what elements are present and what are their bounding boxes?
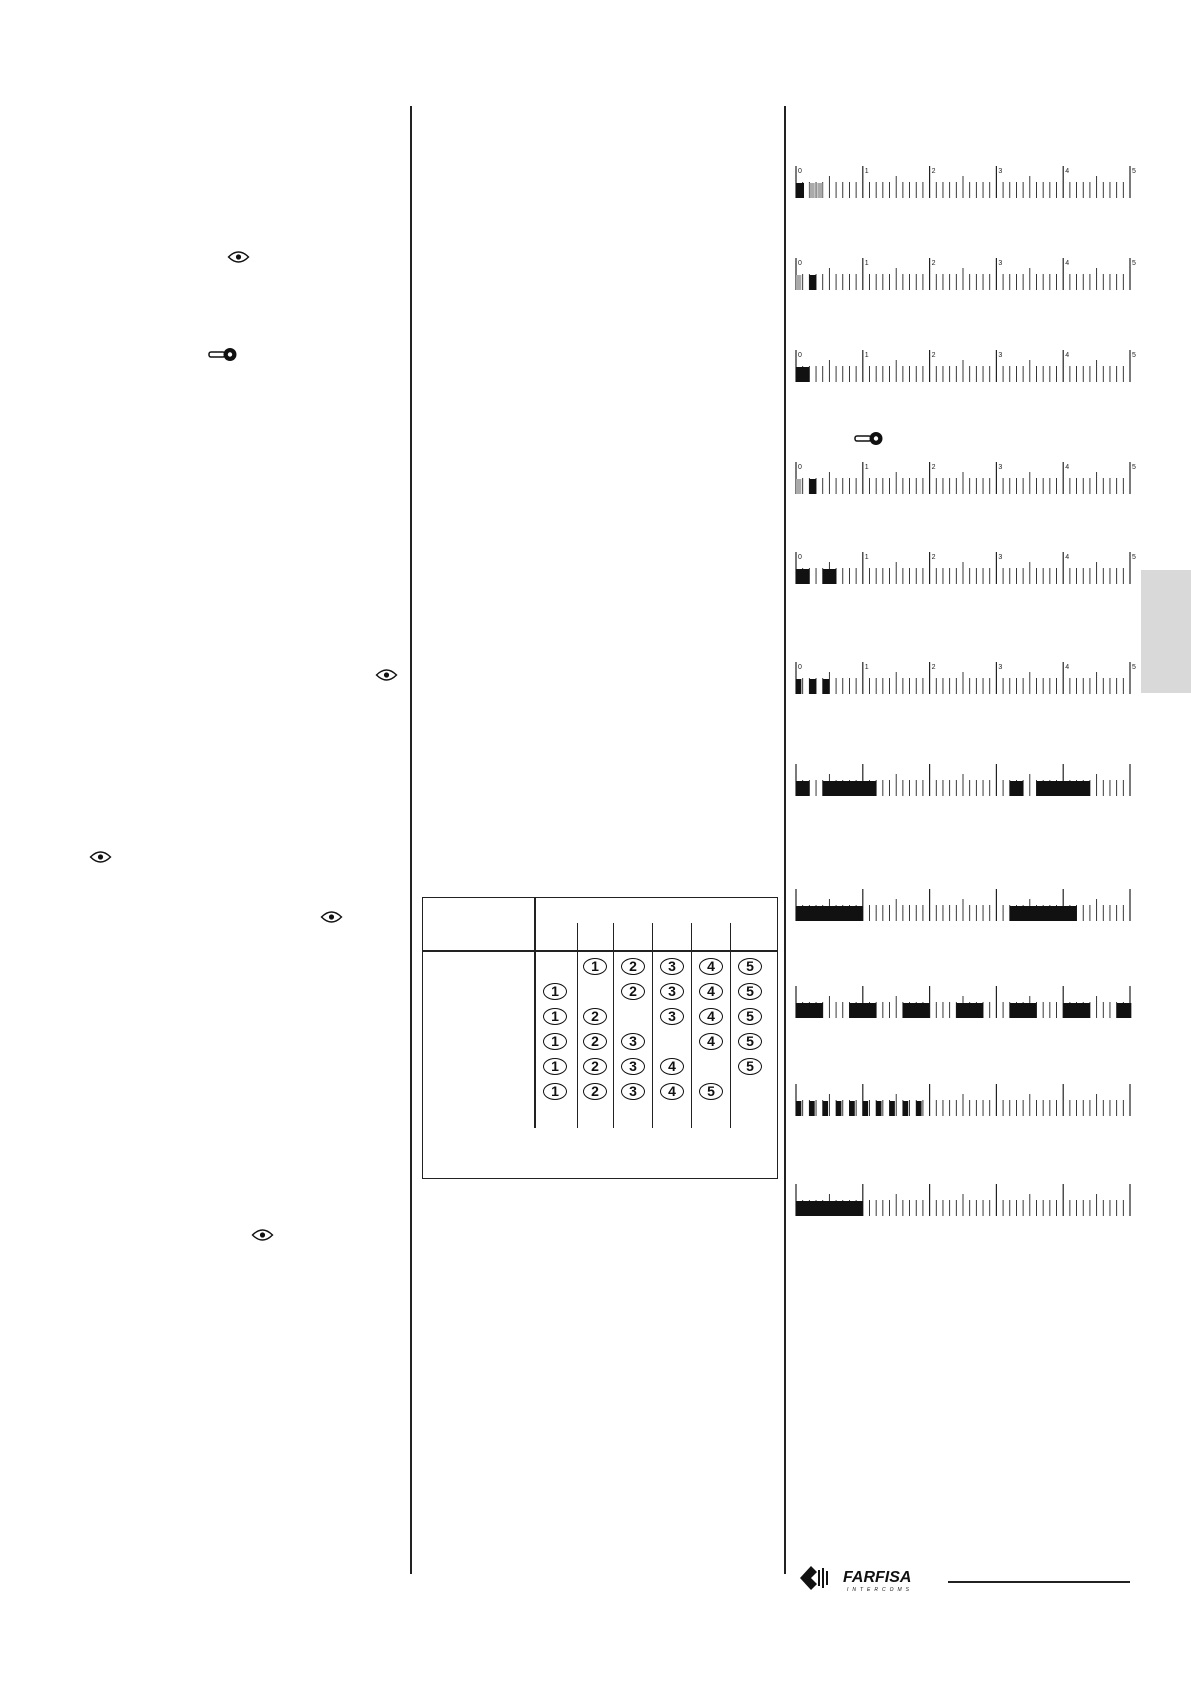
signal-mark: [796, 183, 804, 198]
ruler-scale-label: 3: [998, 664, 1003, 671]
table-cell-number: 5: [738, 1008, 762, 1025]
table-cell-number: 4: [699, 1008, 723, 1025]
table-sub-separator: [613, 923, 614, 1128]
ruler-scale-label: 3: [998, 168, 1003, 175]
table-sub-separator: [730, 923, 731, 1128]
eye-icon: [251, 1228, 274, 1242]
ruler-scale-label: 2: [931, 664, 936, 671]
ruler-scale-label: 5: [1132, 168, 1136, 175]
signal-mark: [809, 679, 816, 694]
key-icon: [208, 346, 238, 362]
ruler-scale-label: 3: [998, 464, 1003, 471]
ruler-scale-label: 5: [1132, 554, 1136, 561]
ruler-scale-label: 5: [1132, 464, 1136, 471]
ruler-scale-label: 4: [1065, 664, 1070, 671]
signal-mark: [817, 183, 822, 198]
signal-mark: [1010, 781, 1023, 796]
timing-ruler-graphic: [796, 258, 1136, 292]
button-assignment-table: [422, 897, 778, 1179]
signal-mark: [796, 367, 809, 382]
signal-mark: [890, 1101, 895, 1116]
table-cell-number: 4: [699, 958, 723, 975]
key-icon: [854, 430, 884, 446]
signal-mark: [903, 1101, 908, 1116]
timing-ruler: [796, 1184, 1132, 1214]
table-cell-number: 4: [699, 983, 723, 1000]
signal-mark: [849, 1101, 854, 1116]
signal-mark: [823, 679, 830, 694]
signal-mark: [809, 183, 814, 198]
signal-mark: [823, 1101, 828, 1116]
ruler-scale-label: 4: [1065, 260, 1070, 267]
eye-icon: [375, 668, 398, 682]
ruler-scale-label: 0: [798, 464, 802, 471]
ruler-scale-label: 2: [931, 554, 936, 561]
ruler-scale-label: 0: [798, 260, 802, 267]
signal-mark: [823, 781, 876, 796]
table-sub-separator: [691, 923, 692, 1128]
table-column-separator: [534, 898, 536, 1128]
signal-mark: [796, 479, 801, 494]
footer-rule: [948, 1581, 1130, 1583]
signal-mark: [823, 569, 836, 584]
table-cell-number: 1: [543, 1083, 567, 1100]
timing-ruler: [796, 1084, 1132, 1114]
signal-mark: [916, 1101, 921, 1116]
ruler-scale-label: 2: [931, 352, 936, 359]
signal-mark: [796, 1201, 863, 1216]
column-divider-left: [410, 106, 412, 1574]
section-tab: [1141, 570, 1191, 693]
timing-ruler: [796, 764, 1132, 794]
signal-mark: [796, 781, 809, 796]
timing-ruler-graphic: [796, 662, 1136, 696]
brand-name: FARFISA: [843, 1569, 912, 1586]
signal-mark: [836, 1101, 841, 1116]
table-cell-number: 1: [543, 1008, 567, 1025]
brand-tagline: INTERCOMS: [847, 1587, 913, 1593]
ruler-scale-label: 2: [931, 260, 936, 267]
signal-mark: [1010, 906, 1077, 921]
table-cell-number: 2: [621, 983, 645, 1000]
table-cell-number: 1: [543, 1033, 567, 1050]
ruler-scale-label: 5: [1132, 260, 1136, 267]
eye-icon: [89, 850, 112, 864]
signal-mark: [796, 906, 863, 921]
timing-ruler-graphic: [796, 350, 1136, 384]
table-sub-separator: [577, 923, 578, 1128]
signal-mark: [1063, 1003, 1090, 1018]
table-cell-number: 3: [621, 1083, 645, 1100]
table-sub-separator: [652, 923, 653, 1128]
table-cell-number: 4: [699, 1033, 723, 1050]
signal-mark: [876, 1101, 881, 1116]
ruler-scale-label: 0: [798, 352, 802, 359]
table-cell-number: 2: [583, 1033, 607, 1050]
timing-ruler: [796, 662, 1136, 692]
ruler-scale-label: 5: [1132, 352, 1136, 359]
table-cell-number: 3: [621, 1033, 645, 1050]
timing-ruler-graphic: [796, 166, 1136, 200]
signal-mark: [1010, 1003, 1037, 1018]
eye-icon: [320, 910, 343, 924]
timing-ruler: [796, 462, 1136, 492]
signal-mark: [796, 679, 801, 694]
table-cell-number: 1: [543, 1058, 567, 1075]
table-cell-number: 5: [738, 1058, 762, 1075]
timing-ruler: [796, 552, 1136, 582]
signal-mark: [1036, 781, 1089, 796]
signal-mark: [809, 275, 816, 290]
column-divider-right: [784, 106, 786, 1574]
ruler-scale-label: 3: [998, 260, 1003, 267]
table-cell-number: 1: [583, 958, 607, 975]
ruler-scale-label: 0: [798, 554, 802, 561]
ruler-scale-label: 4: [1065, 352, 1070, 359]
timing-ruler: [796, 350, 1136, 380]
signal-mark: [796, 1101, 801, 1116]
ruler-scale-label: 1: [864, 664, 869, 671]
signal-mark: [863, 1101, 868, 1116]
ruler-scale-label: 2: [931, 168, 936, 175]
table-cell-number: 4: [660, 1083, 684, 1100]
signal-mark: [903, 1003, 930, 1018]
timing-ruler-graphic: [796, 1184, 1136, 1218]
table-cell-number: 3: [660, 1008, 684, 1025]
timing-ruler: [796, 889, 1132, 919]
table-cell-number: 1: [543, 983, 567, 1000]
ruler-scale-label: 2: [931, 464, 936, 471]
table-cell-number: 2: [621, 958, 645, 975]
timing-ruler: [796, 166, 1136, 196]
farfisa-logo: [797, 1562, 942, 1594]
ruler-scale-label: 0: [798, 664, 802, 671]
signal-mark: [796, 275, 801, 290]
signal-mark: [796, 1003, 823, 1018]
signal-mark: [849, 1003, 876, 1018]
table-cell-number: 5: [699, 1083, 723, 1100]
table-cell-number: 5: [738, 983, 762, 1000]
timing-ruler: [796, 258, 1136, 288]
timing-ruler: [796, 986, 1132, 1016]
timing-ruler-graphic: [796, 462, 1136, 496]
table-cell-number: 4: [660, 1058, 684, 1075]
timing-ruler-graphic: [796, 764, 1136, 798]
ruler-scale-label: 3: [998, 352, 1003, 359]
signal-mark: [796, 569, 809, 584]
ruler-scale-label: 0: [798, 168, 802, 175]
table-cell-number: 3: [660, 983, 684, 1000]
table-cell-number: 3: [621, 1058, 645, 1075]
ruler-scale-label: 1: [864, 352, 869, 359]
ruler-scale-label: 1: [864, 260, 869, 267]
timing-ruler-graphic: [796, 552, 1136, 586]
ruler-scale-label: 1: [864, 168, 869, 175]
table-cell-number: 2: [583, 1008, 607, 1025]
table-cell-number: 5: [738, 958, 762, 975]
table-cell-number: 2: [583, 1058, 607, 1075]
signal-mark: [956, 1003, 983, 1018]
timing-ruler-graphic: [796, 986, 1136, 1020]
signal-mark: [1117, 1003, 1132, 1018]
table-header-separator: [423, 950, 777, 952]
eye-icon: [227, 250, 250, 264]
table-cell-number: 5: [738, 1033, 762, 1050]
ruler-scale-label: 1: [864, 464, 869, 471]
ruler-scale-label: 5: [1132, 664, 1136, 671]
ruler-scale-label: 4: [1065, 168, 1070, 175]
ruler-scale-label: 3: [998, 554, 1003, 561]
table-cell-number: 2: [583, 1083, 607, 1100]
timing-ruler-graphic: [796, 1084, 1136, 1118]
timing-ruler-graphic: [796, 889, 1136, 923]
signal-mark: [809, 479, 816, 494]
ruler-scale-label: 1: [864, 554, 869, 561]
ruler-scale-label: 4: [1065, 554, 1070, 561]
table-cell-number: 3: [660, 958, 684, 975]
ruler-scale-label: 4: [1065, 464, 1070, 471]
signal-mark: [809, 1101, 814, 1116]
